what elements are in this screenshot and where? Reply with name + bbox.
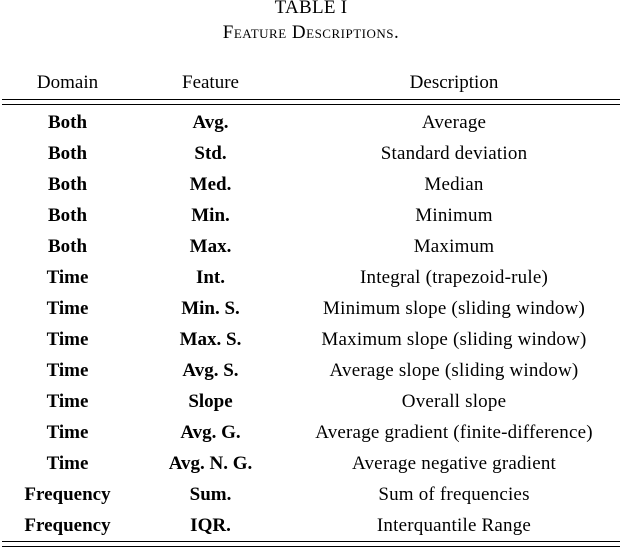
table-row [2, 479, 620, 510]
header-rule-top [2, 99, 620, 100]
cell-description: Maximum [413, 236, 495, 257]
cell-domain: Frequency [24, 484, 111, 505]
cell-feature: Int. [195, 267, 226, 288]
table-row [2, 231, 620, 262]
cell-feature: IQR. [190, 515, 231, 536]
cell-description: Average negative gradient [351, 453, 557, 474]
cell-domain: Frequency [24, 515, 111, 536]
cell-domain: Time [46, 267, 89, 288]
table-header [2, 70, 620, 96]
cell-description: Minimum [415, 205, 493, 226]
table-row [2, 417, 620, 448]
cell-description: Sum of frequencies [378, 484, 530, 505]
cell-domain: Both [47, 112, 88, 133]
feature-table [2, 107, 620, 541]
table-row [2, 293, 620, 324]
table-row [2, 355, 620, 386]
cell-feature: Avg. N. G. [168, 453, 253, 474]
cell-description: Standard deviation [380, 143, 528, 164]
bottom-rule-bottom [2, 546, 620, 547]
cell-feature: Min. [191, 205, 230, 226]
cell-feature: Avg. S. [182, 360, 239, 381]
cell-domain: Time [46, 422, 89, 443]
cell-feature: Min. S. [181, 298, 240, 319]
cell-feature: Max. [189, 236, 232, 257]
cell-description: Average slope (sliding window) [329, 360, 579, 381]
cell-domain: Both [47, 205, 88, 226]
cell-domain: Time [46, 360, 89, 381]
cell-feature: Sum. [189, 484, 232, 505]
cell-domain: Both [47, 143, 88, 164]
cell-domain: Both [47, 174, 88, 195]
cell-description: Integral (trapezoid-rule) [359, 267, 549, 288]
cell-domain: Time [46, 391, 89, 412]
cell-description: Average [421, 112, 487, 133]
cell-feature: Max. S. [179, 329, 242, 350]
cell-feature: Slope [188, 391, 233, 412]
table-row [2, 510, 620, 541]
cell-description: Maximum slope (sliding window) [321, 329, 587, 350]
cell-domain: Time [46, 453, 89, 474]
cell-description: Average gradient (finite-difference) [315, 422, 593, 443]
header-domain: Domain [36, 72, 99, 93]
table-row [2, 169, 620, 200]
table-body [2, 107, 620, 541]
bottom-rule-top [2, 541, 620, 542]
table-row [2, 386, 620, 417]
header-description: Description [409, 72, 499, 93]
cell-description: Overall slope [401, 391, 507, 412]
cell-feature: Med. [189, 174, 232, 195]
table-row [2, 138, 620, 169]
cell-feature: Avg. G. [180, 422, 241, 443]
cell-feature: Std. [194, 143, 227, 164]
cell-description: Median [424, 174, 484, 195]
cell-feature: Avg. [192, 112, 229, 133]
table-row [2, 200, 620, 231]
header-feature: Feature [182, 72, 239, 93]
table-row [2, 324, 620, 355]
table-row [2, 448, 620, 479]
table-number: TABLE I [274, 0, 348, 18]
table-title: Feature Descriptions. [222, 22, 400, 43]
cell-domain: Time [46, 329, 89, 350]
cell-domain: Time [46, 298, 89, 319]
cell-domain: Both [47, 236, 88, 257]
header-rule-bottom [2, 104, 620, 105]
cell-description: Minimum slope (sliding window) [323, 298, 585, 319]
table-row [2, 262, 620, 293]
table-row [2, 107, 620, 138]
header-row [2, 70, 620, 96]
cell-description: Interquantile Range [376, 515, 532, 536]
